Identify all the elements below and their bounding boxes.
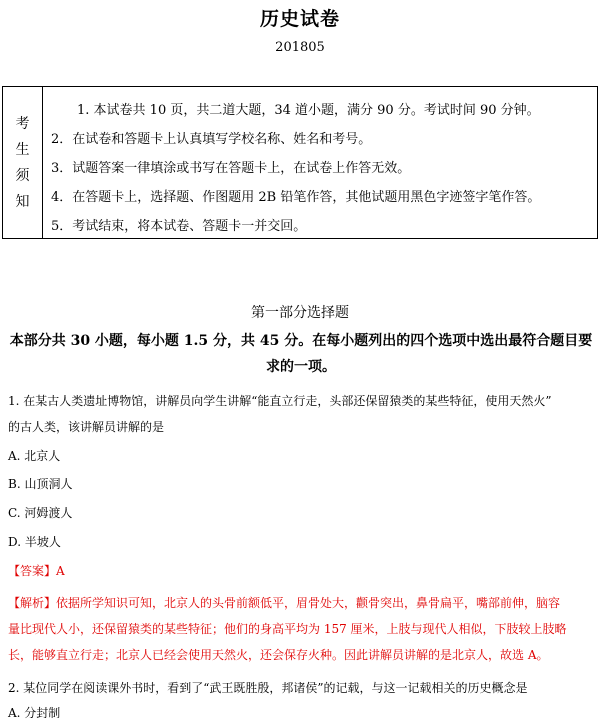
notice-item: 3．试题答案一律填涂或书写在答题卡上，在试卷上作答无效。	[51, 161, 411, 176]
question-stem-line: 的古人类，该讲解员讲解的是	[8, 420, 165, 434]
notice-label-char: 生	[15, 141, 30, 158]
section-desc-line: 本部分共 30 小题，每小题 1.5 分，共 45 分。在每小题列出的四个选项中选出最符合题目要	[9, 333, 593, 349]
notice-item: 1. 本试卷共 10 页，共二道大题，34 道小题，满分 90 分。考试时间 90 分钟。	[77, 103, 540, 118]
section-description	[8, 328, 594, 380]
notice-item: 4．在答题卡上，选择题、作图题用 2B 铅笔作答，其他试题用黑色字迹签字笔作答。	[51, 190, 541, 205]
analysis-line: 量比现代人小，还保留猿类的某些特征；他们的身高平均为 157 厘米，上肢与现代人相似，下肢较上肢略	[8, 622, 567, 636]
notice-item: 5．考试结束，将本试卷、答题卡一并交回。	[51, 219, 307, 234]
question-1-option: C. 河姆渡人	[8, 506, 73, 520]
notice-items	[51, 96, 593, 241]
question-2-option: A. 分封制	[8, 706, 61, 720]
exam-notice-box	[2, 86, 598, 239]
exam-code: 201805	[275, 40, 325, 55]
question-1-option: B. 山顶洞人	[8, 477, 73, 491]
notice-label-char: 考	[15, 115, 30, 132]
page-title: 历史试卷	[259, 8, 340, 30]
notice-label	[3, 87, 43, 238]
section-desc-line: 求的一项。	[266, 359, 336, 375]
notice-item: 2．在试卷和答题卡上认真填写学校名称、姓名和考号。	[51, 132, 372, 147]
question-1-analysis	[8, 590, 596, 668]
analysis-line: 【解析】依据所学知识可知，北京人的头骨前额低平，眉骨处大，颧骨突出，鼻骨扁平，嘴部前伸，脑容	[8, 596, 561, 610]
question-stem-line: 1. 在某古人类遗址博物馆，讲解员向学生讲解“能直立行走，头部还保留猿类的某些特征，使用天然火”	[8, 394, 552, 408]
question-1-stem	[8, 388, 596, 440]
question-1-answer: 【答案】A	[8, 564, 65, 578]
section-title: 第一部分选择题	[251, 305, 349, 321]
question-1-option: D. 半坡人	[8, 535, 61, 549]
analysis-line: 长，能够直立行走；北京人已经会使用天然火，还会保存火种。因此讲解员讲解的是北京人，故选 A。	[8, 648, 549, 662]
notice-label-char: 知	[15, 193, 30, 210]
question-1-option: A. 北京人	[8, 449, 61, 463]
question-2-stem: 2. 某位同学在阅读课外书时，看到了“武王既胜殷，邦诸侯”的记载，与这一记载相关的历史概念是	[8, 681, 528, 695]
notice-label-char: 须	[15, 167, 30, 184]
